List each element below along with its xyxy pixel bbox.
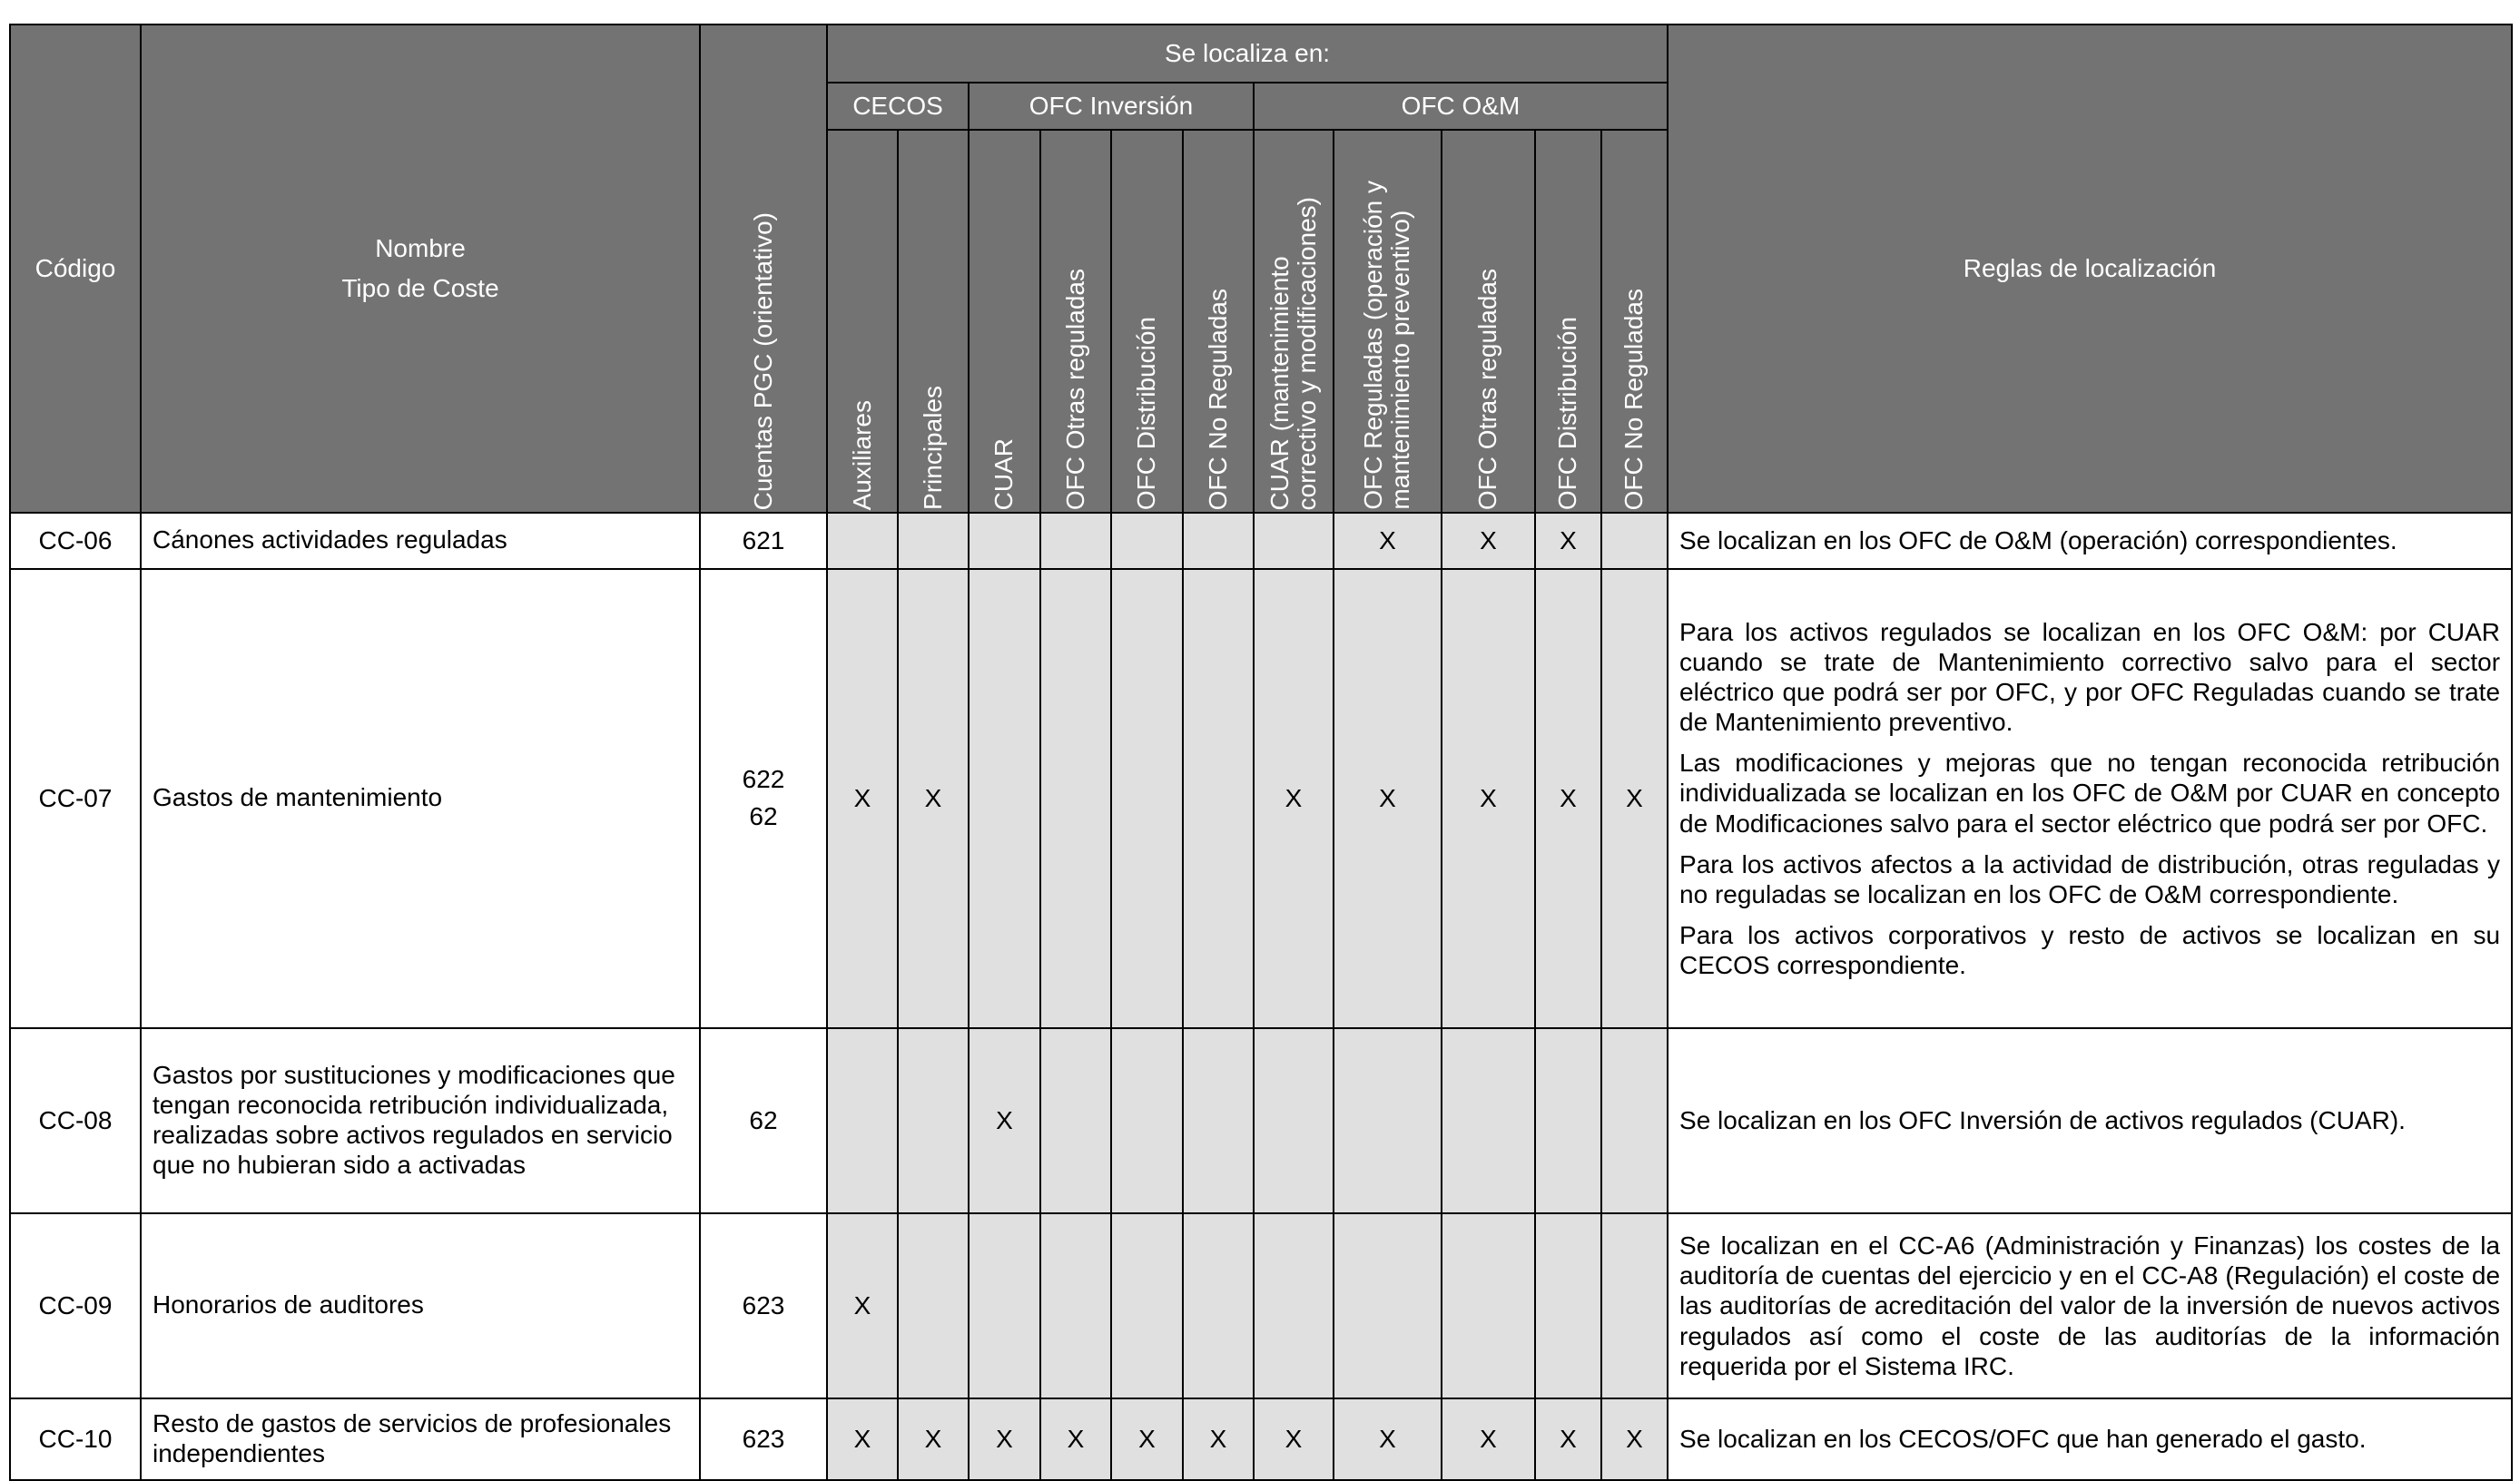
location-mark: X: [1040, 1398, 1111, 1480]
table-row: [10, 1213, 2512, 1398]
group-header-cecos-label: CECOS: [852, 92, 943, 120]
cost-location-table-sheet: [9, 24, 2511, 1481]
location-mark: [1601, 1213, 1668, 1398]
subcolumn-header-label: [1360, 181, 1414, 510]
rule-paragraph: Para los activos afectos a la actividad de distribución, otras reguladas y no reguladas se localizan en los OFC de O&M correspondiente.: [1679, 849, 2501, 908]
cost-location-table: [9, 24, 2513, 1481]
rule-paragraph: Para los activos regulados se localizan en los OFC O&M: por CUAR cuando se trate de Mantenimiento correctivo salvo para el sector eléctrico que podrá ser por OFC, y por OFC Reguladas cuando se trate de Mantenimiento preventivo.: [1679, 618, 2501, 737]
location-mark: [969, 569, 1040, 1028]
location-mark: X: [1601, 1398, 1668, 1480]
cost-name: Honorarios de auditores: [141, 1213, 700, 1398]
location-mark: X: [969, 1398, 1040, 1480]
header-se-localiza-label: Se localiza en:: [1164, 39, 1331, 67]
location-mark: X: [1535, 513, 1601, 569]
pgc-accounts: [700, 513, 827, 569]
cost-code: CC-10: [10, 1398, 141, 1480]
pgc-accounts: [700, 1398, 827, 1480]
location-mark: X: [1442, 569, 1535, 1028]
subcolumn-header: [1334, 130, 1442, 513]
location-mark: [1334, 1213, 1442, 1398]
subcolumn-header-line: OFC Otras reguladas: [1473, 268, 1502, 510]
subcolumn-header-line: Auxiliares: [847, 399, 876, 510]
pgc-account: 623: [742, 1424, 785, 1453]
location-mark: [1442, 1213, 1535, 1398]
header-reglas-label: Reglas de localización: [1963, 254, 2217, 282]
location-mark: X: [1442, 1398, 1535, 1480]
header-nombre-line2: Tipo de Coste: [341, 274, 499, 302]
location-mark: [1601, 1028, 1668, 1213]
location-mark: [898, 1028, 969, 1213]
subcolumn-header: [1442, 130, 1535, 513]
table-row: [10, 1398, 2512, 1480]
header-nombre-line1: Nombre: [375, 234, 466, 262]
subcolumn-header-line: OFC Distribución: [1553, 316, 1582, 510]
pgc-account: 622: [742, 765, 785, 794]
subcolumn-header-label: [1474, 269, 1501, 510]
table-body: [10, 513, 2512, 1480]
cost-code: CC-06: [10, 513, 141, 569]
cost-code: CC-07: [10, 569, 141, 1028]
location-mark: [1111, 1028, 1183, 1213]
location-mark: [1535, 1213, 1601, 1398]
location-mark: [1040, 1213, 1111, 1398]
subcolumn-header: [1601, 130, 1668, 513]
header-cuentas: [700, 25, 827, 513]
location-rules: [1668, 513, 2512, 569]
header-nombre: [141, 25, 700, 513]
cost-name: Gastos de mantenimiento: [141, 569, 700, 1028]
location-mark: X: [1535, 569, 1601, 1028]
subcolumn-header-line: OFC Otras reguladas: [1060, 268, 1089, 510]
pgc-accounts: [700, 1028, 827, 1213]
subcolumn-header-label: [990, 438, 1018, 510]
cost-name: Cánones actividades reguladas: [141, 513, 700, 569]
location-mark: [1183, 569, 1254, 1028]
table-row: [10, 1028, 2512, 1213]
subcolumn-header: [1535, 130, 1601, 513]
subcolumn-header-line: OFC No Reguladas: [1619, 288, 1649, 510]
group-header-ofc-om: [1254, 83, 1668, 130]
location-mark: X: [827, 569, 898, 1028]
cost-code: CC-09: [10, 1213, 141, 1398]
location-mark: [1254, 1028, 1334, 1213]
pgc-account: 623: [742, 1290, 785, 1319]
subcolumn-header-line: OFC Distribución: [1132, 316, 1161, 510]
location-mark: [1111, 513, 1183, 569]
location-mark: [1183, 513, 1254, 569]
location-mark: [1535, 1028, 1601, 1213]
rule-paragraph: Se localizan en los CECOS/OFC que han generado el gasto.: [1679, 1425, 2367, 1454]
subcolumn-header: [827, 130, 898, 513]
subcolumn-header: [898, 130, 969, 513]
location-mark: X: [827, 1398, 898, 1480]
location-rules: [1668, 1398, 2512, 1480]
location-mark: [1111, 569, 1183, 1028]
subcolumn-header-label: [1620, 289, 1648, 510]
location-mark: X: [1183, 1398, 1254, 1480]
group-header-ofc-om-label: OFC O&M: [1401, 92, 1521, 120]
subcolumn-header-label: [1266, 197, 1321, 510]
cost-name: Gastos por sustituciones y modificaciones que tengan reconocida retribución individualizada, realizadas sobre activos regulados en servicio que no hubieran sido a activadas: [141, 1028, 700, 1213]
location-mark: X: [969, 1028, 1040, 1213]
location-rules: [1668, 1028, 2512, 1213]
group-header-ofc-inversion-label: OFC Inversión: [1029, 92, 1194, 120]
location-mark: X: [1334, 1398, 1442, 1480]
location-mark: [827, 1028, 898, 1213]
location-mark: X: [1442, 513, 1535, 569]
rule-paragraph: Se localizan en los OFC Inversión de activos regulados (CUAR).: [1679, 1106, 2406, 1135]
group-header-ofc-inversion: [969, 83, 1254, 130]
location-mark: X: [1334, 513, 1442, 569]
header-codigo: [10, 25, 141, 513]
subcolumn-header-label: [1133, 317, 1160, 510]
location-mark: X: [1254, 1398, 1334, 1480]
header-se-localiza: [827, 25, 1668, 83]
pgc-account: 62: [749, 1105, 778, 1134]
location-mark: [1334, 1028, 1442, 1213]
subcolumn-header: [1183, 130, 1254, 513]
table-row: [10, 513, 2512, 569]
pgc-account: 62: [749, 802, 778, 830]
subcolumn-header-line: CUAR: [989, 437, 1019, 510]
cost-code: CC-08: [10, 1028, 141, 1213]
location-mark: [1111, 1213, 1183, 1398]
subcolumn-header: [1254, 130, 1334, 513]
header-cuentas-label: Cuentas PGC (orientativo): [748, 211, 777, 510]
subcolumn-header: [969, 130, 1040, 513]
pgc-accounts: [700, 569, 827, 1028]
location-mark: X: [1111, 1398, 1183, 1480]
pgc-account: 621: [742, 525, 785, 554]
group-header-cecos: [827, 83, 969, 130]
subcolumn-header-line: CUAR (mantenimiento: [1265, 255, 1294, 510]
location-mark: [1040, 513, 1111, 569]
subcolumn-header-label: [849, 400, 876, 510]
rule-paragraph: Las modificaciones y mejoras que no tengan reconocida retribución individualizada se localizan en los OFC de O&M por CUAR en concepto de Modificaciones salvo para el sector eléctrico que podrá ser por OFC.: [1679, 749, 2501, 838]
location-mark: [1040, 569, 1111, 1028]
location-mark: X: [827, 1213, 898, 1398]
location-mark: X: [1254, 569, 1334, 1028]
rule-paragraph: Para los activos corporativos y resto de activos se localizan en su CECOS correspondiente.: [1679, 920, 2501, 979]
location-rules: [1668, 569, 2512, 1028]
header-reglas: [1668, 25, 2512, 513]
rule-paragraph: Se localizan en los OFC de O&M (operación) correspondientes.: [1679, 526, 2397, 555]
location-mark: X: [1334, 569, 1442, 1028]
location-mark: [898, 513, 969, 569]
location-mark: [1254, 1213, 1334, 1398]
location-mark: [898, 1213, 969, 1398]
subcolumn-header: [1040, 130, 1111, 513]
location-mark: [1442, 1028, 1535, 1213]
subcolumn-header-line: OFC No Reguladas: [1203, 288, 1232, 510]
subcolumn-header-label: [1062, 269, 1089, 510]
subcolumn-header-label: [920, 386, 947, 510]
header-codigo-label: Código: [34, 254, 116, 282]
location-mark: [1040, 1028, 1111, 1213]
subcolumn-header-line: correctivo y modificaciones): [1293, 196, 1321, 510]
location-mark: X: [898, 569, 969, 1028]
location-mark: [1601, 513, 1668, 569]
subcolumn-header-label: [1205, 289, 1232, 510]
location-mark: [969, 1213, 1040, 1398]
subcolumn-header: [1111, 130, 1183, 513]
location-mark: [827, 513, 898, 569]
location-rules: [1668, 1213, 2512, 1398]
subcolumn-header-line: Principales: [918, 386, 947, 510]
location-mark: X: [1601, 569, 1668, 1028]
location-mark: [1254, 513, 1334, 569]
pgc-accounts: [700, 1213, 827, 1398]
subcolumn-header-label: [1554, 317, 1581, 510]
location-mark: [1183, 1028, 1254, 1213]
location-mark: [969, 513, 1040, 569]
location-mark: X: [1535, 1398, 1601, 1480]
subcolumn-header-line: mantenimiento preventivo): [1386, 211, 1415, 510]
subcolumn-header-line: OFC Reguladas (operación y: [1359, 181, 1388, 510]
rule-paragraph: Se localizan en el CC-A6 (Administración y Finanzas) los costes de la auditoría de cuentas del ejercicio y en el CC-A8 (Regulación) el coste de las auditorías de acreditación del valor de la inversión de nuevos activos regulados así como el coste de las auditorías de la información requerida por el Sistema IRC.: [1679, 1231, 2501, 1380]
location-mark: [1183, 1213, 1254, 1398]
table-row: [10, 569, 2512, 1028]
cost-name: Resto de gastos de servicios de profesionales independientes: [141, 1398, 700, 1480]
location-mark: X: [898, 1398, 969, 1480]
